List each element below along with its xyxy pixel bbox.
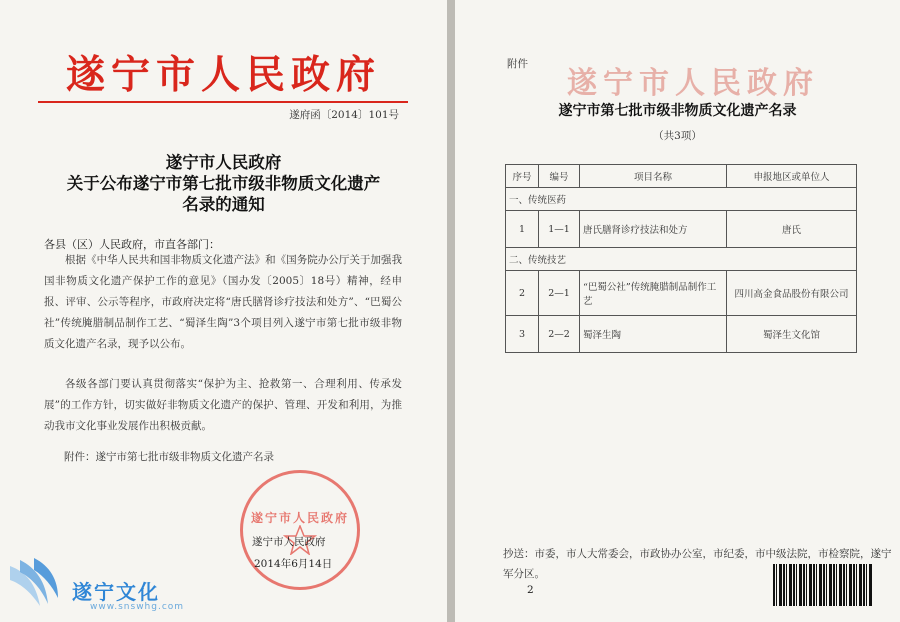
- row-index: 2: [506, 271, 539, 316]
- copy-to-line: 抄送：市委，市人大常委会，市政协办公室，市纪委，市中级法院，市检察院，遂宁军分区。: [503, 548, 892, 580]
- section-label: 二、传统技艺: [506, 248, 857, 271]
- barcode: [773, 564, 873, 606]
- watermark-name: 遂宁文化: [72, 580, 160, 604]
- heritage-list-table: [505, 164, 857, 353]
- row-applicant: 唐氏: [727, 211, 857, 248]
- addressee: 各县（区）人民政府，市直各部门：: [44, 238, 220, 251]
- table-row: [506, 211, 857, 248]
- row-applicant: 四川高金食品股份有限公司: [727, 271, 857, 316]
- watermark-url: www.snswhg.com: [90, 602, 185, 612]
- header-applicant: 申报地区或单位人: [727, 165, 857, 188]
- section-row: [506, 188, 857, 211]
- seal-text: 遂宁市人民政府: [250, 511, 349, 525]
- bleed-through-letterhead: 遂宁市人民政府: [567, 66, 819, 101]
- book-gutter: [447, 0, 455, 622]
- row-project: “巴蜀公社”传统腌腊制品制作工艺: [580, 271, 727, 316]
- row-index: 3: [506, 316, 539, 353]
- row-project: 蜀泽生陶: [580, 316, 727, 353]
- section-label: 一、传统医药: [506, 188, 857, 211]
- row-number: 1—1: [539, 211, 580, 248]
- header-project: 项目名称: [580, 165, 727, 188]
- row-applicant: 蜀泽生文化馆: [727, 316, 857, 353]
- title-line: 遂宁市人民政府: [165, 153, 282, 172]
- body-paragraph: 各级各部门要认真贯彻落实“保护为主、抢救第一、合理利用、传承发展”的工作方针，切实做好非物质文化遗产的保护、管理、开发和利用，为推动我市文化事业发展作出积极贡献。: [44, 378, 402, 432]
- signing-date: 2014年6月14日: [254, 558, 333, 570]
- table-row: [506, 271, 857, 316]
- letterhead-red-rule: [38, 101, 408, 103]
- title-line: 关于公布遂宁市第七批市级非物质文化遗产: [66, 174, 381, 193]
- row-number: 2—1: [539, 271, 580, 316]
- signing-authority: 遂宁市人民政府: [252, 536, 326, 548]
- watermark-wing-icon: [6, 558, 66, 610]
- attachment-line: 附件：遂宁市第七批市级非物质文化遗产名录: [64, 451, 274, 463]
- body-paragraph: 根据《中华人民共和国非物质文化遗产法》和《国务院办公厅关于加强我国非物质文化遗产保护工作的意见》（国办发〔2005〕18号）精神，经申报、评审、公示等程序，市政府决定将“唐氏膳肾诊疗技法和处方”、“巴蜀公社”传统腌腊制品制作工艺、“蜀泽生陶”3个项目列入遂宁市第七批市级非物质文化遗产名录，现予以公布。: [44, 254, 402, 350]
- attachment-label: 附件: [507, 58, 528, 70]
- list-count: （共3项）: [653, 130, 702, 142]
- list-title: 遂宁市第七批市级非物质文化遗产名录: [558, 103, 797, 119]
- row-index: 1: [506, 211, 539, 248]
- table-header-row: [506, 165, 857, 188]
- header-number: 编号: [539, 165, 580, 188]
- title-line: 名录的通知: [182, 195, 265, 214]
- header-index: 序号: [506, 165, 539, 188]
- official-seal: [240, 470, 360, 590]
- document-number: 遂府函〔2014〕101号: [289, 109, 399, 121]
- left-page: [0, 0, 447, 622]
- government-letterhead: 遂宁市人民政府: [65, 52, 381, 98]
- notice-title: [0, 152, 447, 215]
- section-row: [506, 248, 857, 271]
- right-page: [455, 0, 900, 622]
- page-number: 2: [527, 584, 534, 596]
- row-number: 2—2: [539, 316, 580, 353]
- table-row: [506, 316, 857, 353]
- row-project: 唐氏膳肾诊疗技法和处方: [580, 211, 727, 248]
